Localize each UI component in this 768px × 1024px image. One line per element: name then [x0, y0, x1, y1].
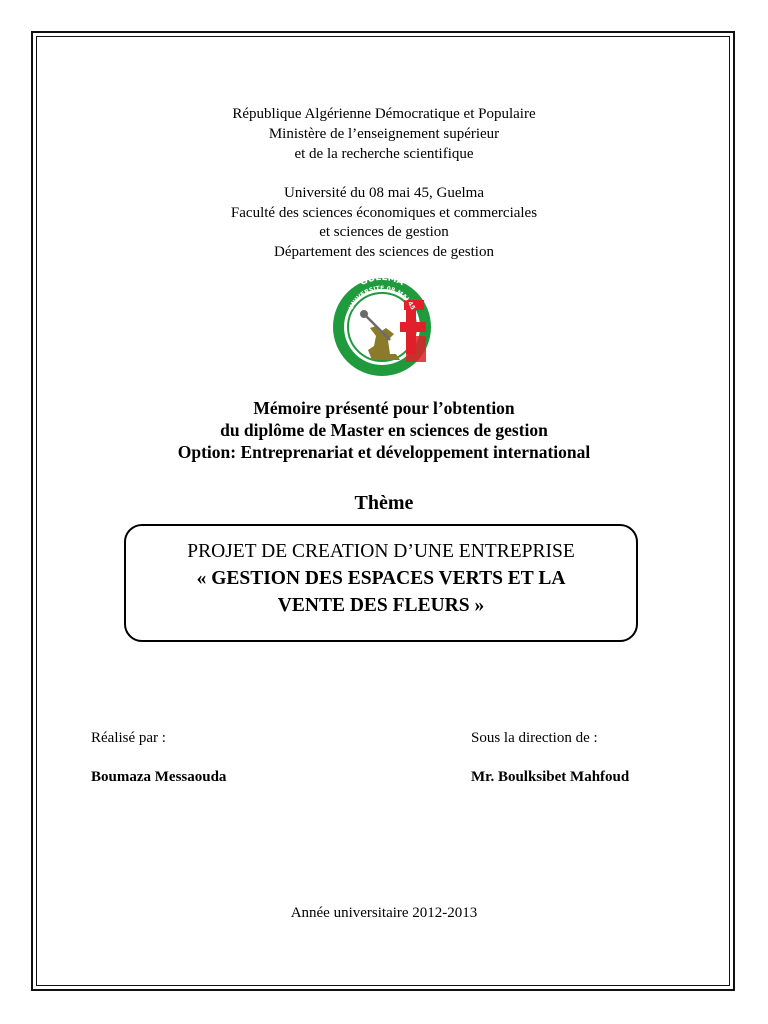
supervisor-name: Mr. Boulksibet Mahfoud [471, 769, 630, 785]
memoire-line-2: du diplôme de Master en sciences de gestion [220, 420, 548, 440]
faculty-line: Faculté des sciences économiques et commerciales [230, 205, 538, 221]
university-logo [320, 270, 444, 380]
logo-university-text: UNIVERSITE 08 MAI 45 [347, 284, 417, 312]
department-line: Département des sciences de gestion [274, 244, 494, 260]
theme-label: Thème [354, 492, 414, 514]
theme-title-line-2: « GESTION DES ESPACES VERTS ET LA [196, 568, 566, 589]
faculty-cont-line: et sciences de gestion [319, 224, 449, 240]
theme-title-line-1: PROJET DE CREATION D’UNE ENTREPRISE [187, 541, 575, 562]
ministry-line: Ministère de l’enseignement supérieur [268, 126, 500, 142]
research-line: et de la recherche scientifique [294, 146, 474, 162]
author-name: Boumaza Messaouda [91, 769, 227, 785]
author-label: Réalisé par : [91, 730, 166, 746]
memoire-option-line: Option: Entreprenariat et développement international [177, 442, 591, 462]
academic-year: Année universitaire 2012-2013 [290, 905, 478, 921]
university-line: Université du 08 mai 45, Guelma [284, 185, 484, 201]
republic-line: République Algérienne Démocratique et Populaire [232, 106, 536, 122]
theme-title-line-3: VENTE DES FLEURS » [277, 595, 485, 616]
logo-city-text: GUELMA [358, 272, 406, 289]
memoire-line-1: Mémoire présenté pour l’obtention [253, 398, 515, 418]
supervisor-label: Sous la direction de : [471, 730, 598, 746]
